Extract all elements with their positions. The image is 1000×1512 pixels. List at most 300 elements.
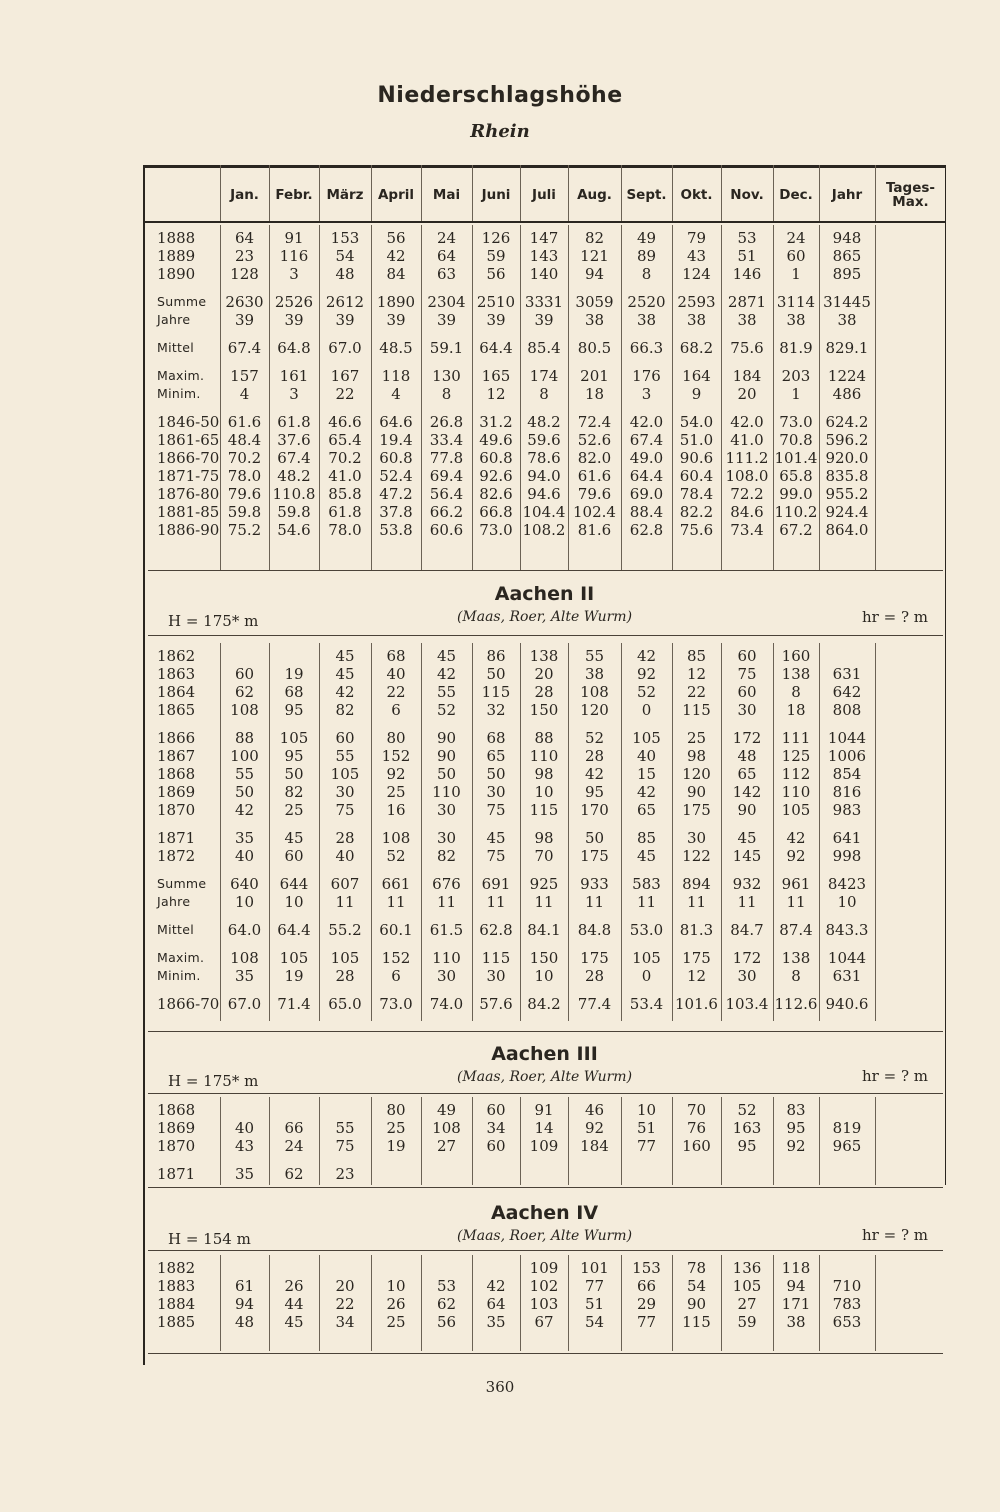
- table-cell: 84.2: [527, 995, 561, 1013]
- table-cell: 8: [791, 683, 801, 701]
- table-cell: 49: [636, 229, 657, 247]
- table-cell: 112: [781, 765, 811, 783]
- table-cell: 94: [234, 1295, 255, 1313]
- table-cell: 91: [284, 229, 304, 247]
- table-cell: 40: [386, 665, 406, 683]
- table-cell: 11: [737, 893, 757, 911]
- table-cell: 60: [234, 665, 255, 683]
- table-cell: 20: [737, 385, 757, 403]
- table-cell: 70: [534, 847, 554, 865]
- table-cell: 90: [737, 801, 757, 819]
- column-header-okt: Okt.: [680, 187, 713, 203]
- table-cell: 69.0: [629, 485, 664, 503]
- table-cell: 50: [436, 765, 457, 783]
- table-cell: 624.2: [825, 413, 869, 431]
- table-cell: 39: [234, 311, 255, 329]
- table-cell: 925: [529, 875, 559, 893]
- table-cell: 115: [682, 701, 711, 719]
- table-cell: 51: [636, 1119, 657, 1137]
- table-cell: 92: [786, 847, 806, 865]
- table-cell: 79: [686, 229, 707, 247]
- table-cell: 67.0: [227, 995, 262, 1013]
- table-cell: 52: [436, 701, 457, 719]
- section-divider: [148, 1031, 943, 1032]
- table-cell: 83: [786, 1101, 806, 1119]
- table-cell: 54.6: [277, 521, 311, 539]
- table-cell: 87.4: [779, 921, 813, 939]
- table-cell: 48.2: [527, 413, 561, 431]
- table-row: [143, 521, 946, 539]
- table-cell: 894: [682, 875, 711, 893]
- table-row: [143, 265, 946, 283]
- column-header-sept: Sept.: [626, 187, 667, 203]
- table-cell: 70.2: [328, 449, 362, 467]
- table-cell: 56: [436, 1313, 457, 1331]
- table-cell: 38: [584, 665, 605, 683]
- table-cell: 112.6: [774, 995, 818, 1013]
- table-cell: 109: [529, 1137, 559, 1155]
- table-cell: 607: [330, 875, 360, 893]
- table-cell: 95: [284, 701, 304, 719]
- table-cell: 75.2: [227, 521, 262, 539]
- table-cell: 596.2: [825, 431, 869, 449]
- table-cell: 175: [580, 949, 609, 967]
- table-cell: 31445: [823, 293, 871, 311]
- table-cell: 676: [432, 875, 461, 893]
- table-cell: 42.0: [629, 413, 664, 431]
- table-cell: 120: [682, 765, 711, 783]
- table-cell: 45: [284, 829, 304, 847]
- aachen3-title: Aachen III: [491, 1043, 598, 1065]
- table-row: [143, 1259, 946, 1277]
- table-cell: 59: [737, 1313, 757, 1331]
- column-header-juni: Juni: [481, 187, 511, 203]
- table-cell: 108.2: [522, 521, 566, 539]
- table-cell: 37.6: [277, 431, 311, 449]
- table-cell: 8: [539, 385, 549, 403]
- table-cell: 62: [436, 1295, 457, 1313]
- table-cell: 109: [529, 1259, 559, 1277]
- table-cell: 11: [486, 893, 506, 911]
- table-cell: 108: [230, 701, 259, 719]
- table-cell: 48.4: [227, 431, 262, 449]
- table-cell: 843.3: [825, 921, 869, 939]
- table-cell: 52.4: [379, 467, 413, 485]
- table-cell: 6: [391, 701, 401, 719]
- table-cell: 57.6: [479, 995, 513, 1013]
- table-cell: 138: [529, 647, 559, 665]
- table-cell: 108: [580, 683, 609, 701]
- page-number: 360: [485, 1378, 515, 1396]
- table-cell: 641: [832, 829, 862, 847]
- table-row: [143, 875, 946, 893]
- table-cell: 1006: [827, 747, 867, 765]
- aachen4-title: Aachen IV: [490, 1202, 599, 1224]
- table-cell: 62.8: [629, 521, 664, 539]
- table-cell: 110: [432, 783, 461, 801]
- row-label: Mittel: [157, 922, 195, 937]
- table-cell: 110: [432, 949, 461, 967]
- table-cell: 864.0: [825, 521, 869, 539]
- table-cell: 42: [636, 647, 657, 665]
- table-cell: 10: [636, 1101, 657, 1119]
- table-row: [143, 1295, 946, 1313]
- table-cell: 3331: [524, 293, 564, 311]
- table-cell: 45: [486, 829, 506, 847]
- table-cell: 38: [786, 1313, 806, 1331]
- table-cell: 82: [335, 701, 355, 719]
- table-cell: 631: [832, 967, 862, 985]
- table-cell: 22: [335, 1295, 355, 1313]
- table-cell: 105: [330, 949, 360, 967]
- table-cell: 60.8: [379, 449, 413, 467]
- table-cell: 34: [486, 1119, 506, 1137]
- table-cell: 32: [486, 701, 506, 719]
- row-label: 1868: [157, 1101, 196, 1119]
- table-cell: 10: [386, 1277, 406, 1295]
- table-cell: 66.2: [429, 503, 464, 521]
- table-cell: 98: [686, 747, 707, 765]
- table-cell: 48: [335, 265, 355, 283]
- table-cell: 54: [686, 1277, 707, 1295]
- precipitation-table: [143, 165, 946, 1365]
- table-cell: 150: [529, 949, 559, 967]
- table-cell: 46: [584, 1101, 605, 1119]
- aachen3-rivers: (Maas, Roer, Alte Wurm): [456, 1069, 633, 1085]
- table-cell: 90: [436, 729, 457, 747]
- table-cell: 108: [230, 949, 259, 967]
- aachen2-section: [143, 643, 946, 1021]
- table-cell: 140: [529, 265, 559, 283]
- table-cell: 40: [335, 847, 355, 865]
- table-cell: 52.6: [577, 431, 612, 449]
- table-cell: 146: [732, 265, 762, 283]
- table-cell: 631: [832, 665, 862, 683]
- table-row: [143, 829, 946, 847]
- table-cell: 51: [737, 247, 757, 265]
- table-cell: 184: [580, 1137, 609, 1155]
- table-cell: 118: [781, 1259, 811, 1277]
- table-cell: 65: [737, 765, 757, 783]
- table-cell: 31.2: [479, 413, 513, 431]
- table-cell: 84.8: [577, 921, 612, 939]
- table-cell: 35: [234, 967, 255, 985]
- table-cell: 94.6: [527, 485, 561, 503]
- row-label: 1881-85: [157, 503, 220, 521]
- table-cell: 61.8: [277, 413, 311, 431]
- table-cell: 75.6: [679, 521, 714, 539]
- table-cell: 68: [486, 729, 506, 747]
- table-cell: 105: [632, 949, 661, 967]
- row-label: 1883: [157, 1277, 196, 1295]
- table-cell: 854: [832, 765, 862, 783]
- table-row: [143, 311, 946, 329]
- table-cell: 65.8: [779, 467, 813, 485]
- table-cell: 29: [636, 1295, 657, 1313]
- table-cell: 116: [279, 247, 309, 265]
- table-cell: 961: [781, 875, 811, 893]
- table-cell: 42: [234, 801, 255, 819]
- table-cell: 965: [832, 1137, 862, 1155]
- table-cell: 55: [234, 765, 255, 783]
- table-row: [143, 229, 946, 247]
- table-cell: 78.0: [328, 521, 362, 539]
- table-cell: 54.0: [679, 413, 714, 431]
- table-cell: 48.5: [379, 339, 413, 357]
- table-cell: 67.4: [629, 431, 664, 449]
- table-cell: 11: [534, 893, 554, 911]
- table-cell: 61: [234, 1277, 255, 1295]
- table-cell: 1: [791, 385, 801, 403]
- column-header-märz: März: [326, 187, 364, 203]
- table-row: [143, 385, 946, 403]
- table-cell: 110.2: [774, 503, 818, 521]
- row-label: 1846-50: [157, 413, 220, 431]
- table-cell: 101: [580, 1259, 609, 1277]
- table-cell: 70.2: [227, 449, 262, 467]
- table-cell: 710: [832, 1277, 862, 1295]
- table-cell: 24: [436, 229, 457, 247]
- table-cell: 22: [335, 385, 355, 403]
- header-rule: [143, 221, 946, 223]
- table-cell: 48: [737, 747, 757, 765]
- table-cell: 99.0: [779, 485, 813, 503]
- table-row: [143, 1137, 946, 1155]
- section-divider: [148, 1093, 943, 1094]
- table-cell: 34: [335, 1313, 355, 1331]
- table-cell: 2593: [677, 293, 716, 311]
- table-cell: 66: [284, 1119, 304, 1137]
- table-row: [143, 729, 946, 747]
- table-cell: 81.9: [779, 339, 813, 357]
- table-cell: 2510: [476, 293, 516, 311]
- table-cell: 808: [832, 701, 862, 719]
- table-cell: 53.8: [379, 521, 413, 539]
- table-cell: 59.1: [429, 339, 464, 357]
- table-cell: 23: [234, 247, 255, 265]
- table-cell: 163: [732, 1119, 762, 1137]
- column-header-april: April: [377, 187, 415, 203]
- table-cell: 38: [686, 311, 707, 329]
- table-cell: 121: [580, 247, 609, 265]
- table-cell: 35: [234, 829, 255, 847]
- table-cell: 30: [737, 701, 757, 719]
- table-cell: 60.1: [379, 921, 413, 939]
- table-cell: 37.8: [379, 503, 413, 521]
- row-label: 1886-90: [157, 521, 220, 539]
- table-cell: 172: [732, 949, 762, 967]
- table-row: [143, 367, 946, 385]
- table-cell: 26.8: [429, 413, 464, 431]
- table-cell: 10: [284, 893, 304, 911]
- table-row: [143, 765, 946, 783]
- table-cell: 88: [534, 729, 554, 747]
- table-cell: 661: [381, 875, 411, 893]
- table-cell: 105: [330, 765, 360, 783]
- table-cell: 73.0: [479, 521, 513, 539]
- table-cell: 77: [636, 1137, 657, 1155]
- table-cell: 77.8: [429, 449, 464, 467]
- table-cell: 63: [436, 265, 457, 283]
- table-cell: 60: [486, 1101, 506, 1119]
- table-cell: 73.4: [730, 521, 764, 539]
- table-cell: 79.6: [577, 485, 612, 503]
- table-cell: 95: [737, 1137, 757, 1155]
- table-cell: 82: [584, 229, 605, 247]
- table-cell: 43: [234, 1137, 255, 1155]
- row-label: Mittel: [157, 340, 195, 355]
- table-cell: 30: [486, 783, 506, 801]
- table-cell: 95: [786, 1119, 806, 1137]
- table-cell: 42: [436, 665, 457, 683]
- table-cell: 110.8: [272, 485, 316, 503]
- table-cell: 60: [335, 729, 355, 747]
- row-label: 1888: [157, 229, 196, 247]
- aachen4-section: [143, 1255, 946, 1351]
- table-cell: 50: [284, 765, 304, 783]
- table-cell: 82.6: [479, 485, 513, 503]
- table-cell: 10: [837, 893, 857, 911]
- table-cell: 10: [234, 893, 255, 911]
- table-cell: 819: [832, 1119, 862, 1137]
- table-cell: 955.2: [825, 485, 869, 503]
- table-cell: 49.0: [629, 449, 664, 467]
- table-cell: 49.6: [479, 431, 513, 449]
- table-cell: 25: [386, 1313, 406, 1331]
- table-cell: 160: [781, 647, 811, 665]
- table-cell: 94: [584, 265, 605, 283]
- table-cell: 20: [335, 1277, 355, 1295]
- table-cell: 153: [632, 1259, 661, 1277]
- table-cell: 30: [686, 829, 707, 847]
- table-cell: 101.4: [774, 449, 818, 467]
- table-cell: 3: [289, 385, 299, 403]
- row-label: Summe: [157, 294, 207, 309]
- table-cell: 28: [584, 747, 605, 765]
- table-cell: 12: [486, 385, 506, 403]
- table-cell: 130: [432, 367, 461, 385]
- table-row: [143, 949, 946, 967]
- table-row: [143, 995, 946, 1013]
- table-cell: 11: [636, 893, 657, 911]
- table-cell: 101.6: [675, 995, 718, 1013]
- table-cell: 59.6: [527, 431, 561, 449]
- table-cell: 53.0: [629, 921, 664, 939]
- table-cell: 138: [781, 665, 811, 683]
- table-cell: 640: [230, 875, 259, 893]
- row-label: 1869: [157, 783, 196, 801]
- table-cell: 8: [791, 967, 801, 985]
- table-cell: 52: [584, 729, 605, 747]
- table-cell: 111: [781, 729, 811, 747]
- table-cell: 68: [386, 647, 406, 665]
- table-cell: 10: [534, 783, 554, 801]
- table-cell: 95: [584, 783, 605, 801]
- table-row: [143, 665, 946, 683]
- table-cell: 19: [284, 665, 304, 683]
- table-cell: 78: [686, 1259, 707, 1277]
- table-cell: 60.4: [679, 467, 714, 485]
- section-divider: [148, 1187, 943, 1188]
- row-label: Jahre: [157, 894, 191, 909]
- table-cell: 35: [234, 1165, 255, 1183]
- table-cell: 35: [486, 1313, 506, 1331]
- table-cell: 105: [632, 729, 661, 747]
- table-cell: 136: [732, 1259, 762, 1277]
- table-cell: 60: [486, 1137, 506, 1155]
- table-cell: 71.4: [277, 995, 311, 1013]
- aachen4-hr: hr = ? m: [862, 1226, 928, 1244]
- table-cell: 920.0: [825, 449, 869, 467]
- table-cell: 55: [335, 1119, 355, 1137]
- table-cell: 108: [381, 829, 411, 847]
- table-row: [143, 485, 946, 503]
- table-cell: 48.2: [277, 467, 311, 485]
- table-cell: 70.8: [779, 431, 813, 449]
- row-label: 1866-70: [157, 449, 220, 467]
- table-cell: 152: [381, 949, 411, 967]
- table-cell: 14: [534, 1119, 554, 1137]
- table-cell: 161: [279, 367, 309, 385]
- aachen2-rivers: (Maas, Roer, Alte Wurm): [456, 609, 633, 625]
- table-row: [143, 293, 946, 311]
- table-cell: 42: [786, 829, 806, 847]
- table-cell: 102.4: [573, 503, 616, 521]
- table-cell: 76: [686, 1119, 707, 1137]
- table-cell: 67: [534, 1313, 554, 1331]
- table-cell: 128: [230, 265, 259, 283]
- table-cell: 39: [284, 311, 304, 329]
- table-row: [143, 847, 946, 865]
- column-header-aug: Aug.: [577, 187, 612, 203]
- table-cell: 65.4: [328, 431, 362, 449]
- table-cell: 829.1: [825, 339, 869, 357]
- table-cell: 19.4: [379, 431, 413, 449]
- table-row: [143, 1277, 946, 1295]
- table-row: [143, 647, 946, 665]
- table-cell: 82: [284, 783, 304, 801]
- table-cell: 85.4: [527, 339, 561, 357]
- table-cell: 30: [737, 967, 757, 985]
- table-cell: 145: [732, 847, 762, 865]
- table-cell: 82.0: [577, 449, 612, 467]
- table-cell: 201: [580, 367, 609, 385]
- table-row: [143, 1313, 946, 1331]
- table-cell: 90: [436, 747, 457, 765]
- table-cell: 64.8: [277, 339, 311, 357]
- table-cell: 115: [682, 1313, 711, 1331]
- table-cell: 15: [636, 765, 657, 783]
- table-cell: 24: [786, 229, 806, 247]
- table-row: [143, 339, 946, 357]
- table-cell: 24: [284, 1137, 304, 1155]
- table-cell: 55: [436, 683, 457, 701]
- table-row: [143, 467, 946, 485]
- table-cell: 50: [234, 783, 255, 801]
- row-label: 1871-75: [157, 467, 220, 485]
- row-label: 1861-65: [157, 431, 220, 449]
- table-row: [143, 783, 946, 801]
- table-row: [143, 247, 946, 265]
- table-cell: 8423: [827, 875, 867, 893]
- table-cell: 42: [386, 247, 406, 265]
- table-cell: 84: [386, 265, 406, 283]
- table-cell: 56: [486, 265, 506, 283]
- row-label: 1870: [157, 801, 196, 819]
- table-cell: 150: [529, 701, 559, 719]
- table-cell: 45: [284, 1313, 304, 1331]
- table-cell: 38: [837, 311, 857, 329]
